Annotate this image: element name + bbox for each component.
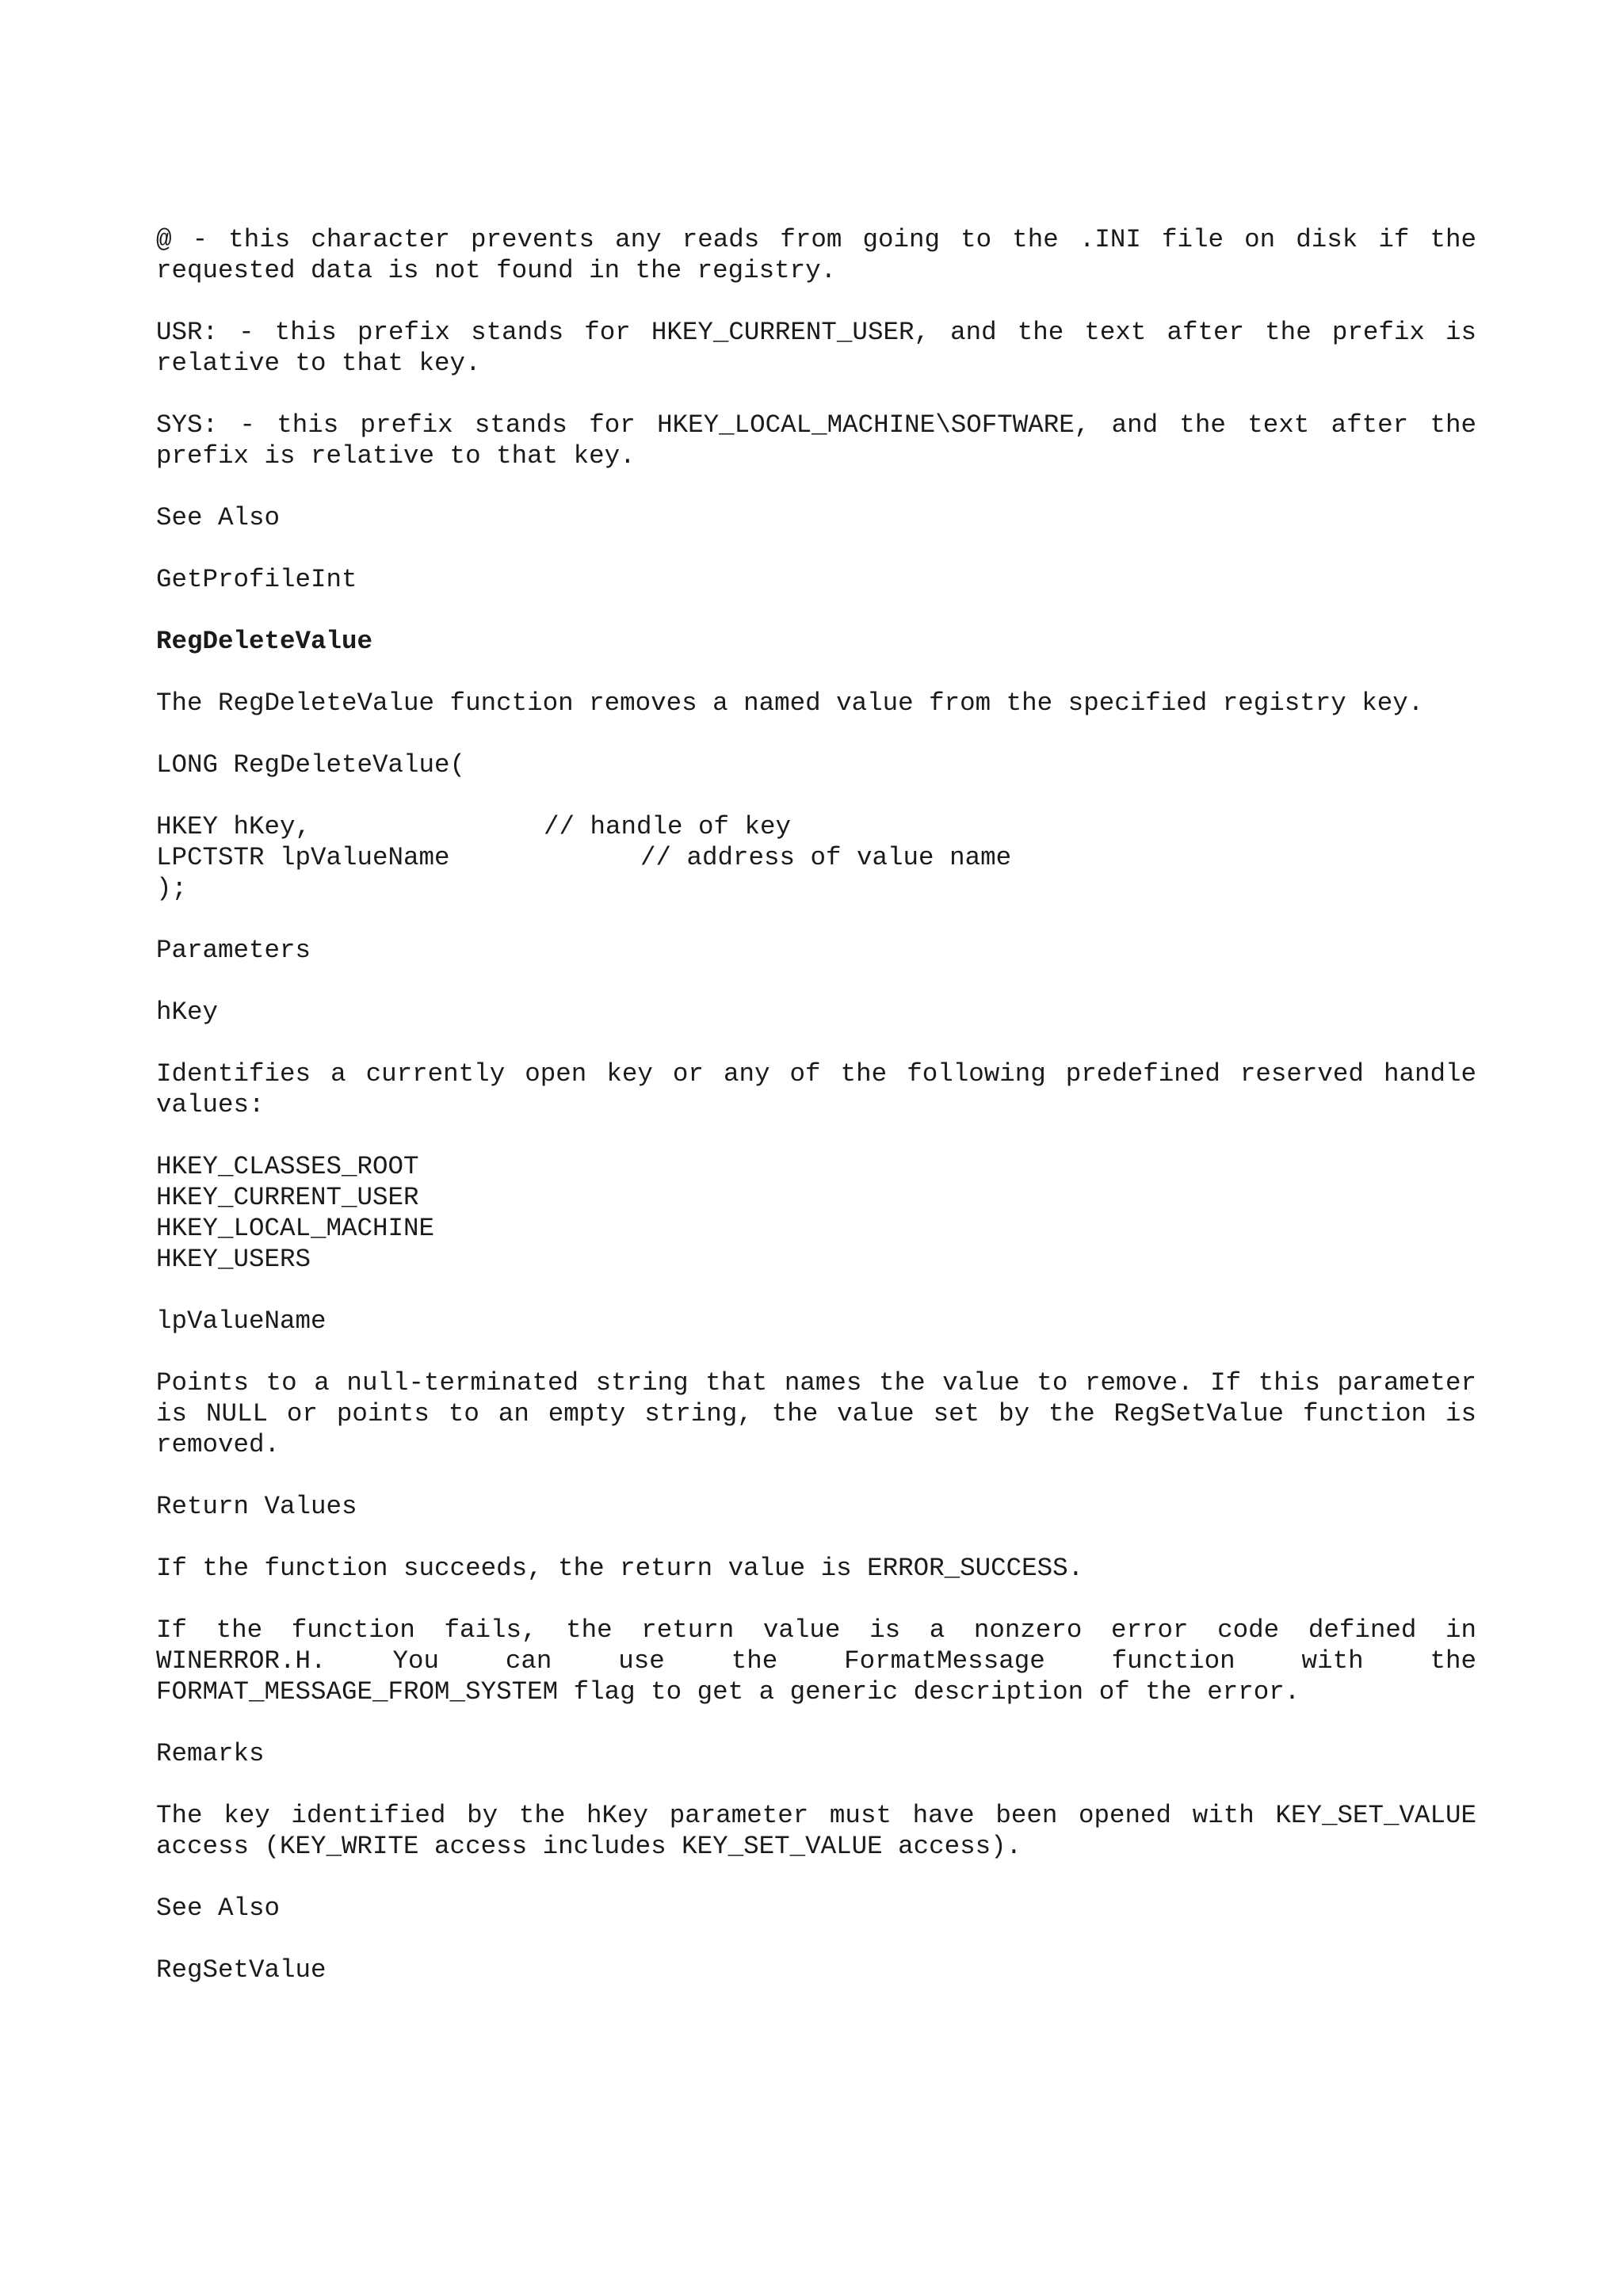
remarks-text: The key identified by the hKey parameter must have been opened with KEY_SET_VALUE access (KEY_WRITE access includes KEY_SET_VALUE access).	[156, 1801, 1476, 1861]
predefined-keys-list	[156, 1151, 1476, 1275]
param-hkey-name: hKey	[156, 997, 219, 1027]
usr-prefix-note: USR: - this prefix stands for HKEY_CURRENT_USER, and the text after the prefix is relative to that key.	[156, 318, 1476, 378]
document-page	[156, 224, 1476, 1985]
signature-param2-decl: LPCTSTR lpValueName	[156, 843, 450, 872]
signature-params	[156, 811, 1476, 904]
section-description: The RegDeleteValue function removes a named value from the specified registry key.	[156, 688, 1424, 718]
remarks-heading: Remarks	[156, 1739, 265, 1768]
see-also-heading-2: See Also	[156, 1894, 281, 1923]
param-lpvaluename-desc: Points to a null-terminated string that names the value to remove. If this parameter is NULL or points to an empty string, the value set by the RegSetValue function is removed.	[156, 1368, 1476, 1459]
list-item: HKEY_CURRENT_USER	[156, 1183, 419, 1212]
signature-param1-comment: // handle of key	[544, 812, 792, 841]
return-success-text: If the function succeeds, the return value is ERROR_SUCCESS.	[156, 1554, 1084, 1583]
return-fail-text: If the function fails, the return value is a nonzero error code defined in WINERROR.H. You can use the FormatMessage function with the FORMAT_MESSAGE_FROM_SYSTEM flag to get a generic description of the error.	[156, 1615, 1476, 1707]
see-also-item: GetProfileInt	[156, 565, 357, 594]
param-hkey-desc: Identifies a currently open key or any of the following predefined reserved handle values:	[156, 1059, 1476, 1119]
list-item: HKEY_LOCAL_MACHINE	[156, 1214, 435, 1243]
signature-param2-comment: // address of value name	[640, 843, 1012, 872]
signature-param1-decl: HKEY hKey,	[156, 812, 311, 841]
at-char-note: @ - this character prevents any reads from going to the .INI file on disk if the requested data is not found in the registry.	[156, 225, 1476, 285]
param-lpvaluename-name: lpValueName	[156, 1306, 327, 1336]
see-also-item-2: RegSetValue	[156, 1955, 327, 1985]
signature-close: );	[156, 874, 188, 903]
list-item: HKEY_USERS	[156, 1245, 311, 1274]
signature-open: LONG RegDeleteValue(	[156, 750, 466, 780]
sys-prefix-note: SYS: - this prefix stands for HKEY_LOCAL_MACHINE\SOFTWARE, and the text after the prefix is relative to that key.	[156, 410, 1476, 471]
return-values-heading: Return Values	[156, 1492, 357, 1521]
section-title: RegDeleteValue	[156, 627, 373, 656]
parameters-heading: Parameters	[156, 936, 311, 965]
see-also-heading: See Also	[156, 503, 281, 532]
list-item: HKEY_CLASSES_ROOT	[156, 1152, 419, 1181]
